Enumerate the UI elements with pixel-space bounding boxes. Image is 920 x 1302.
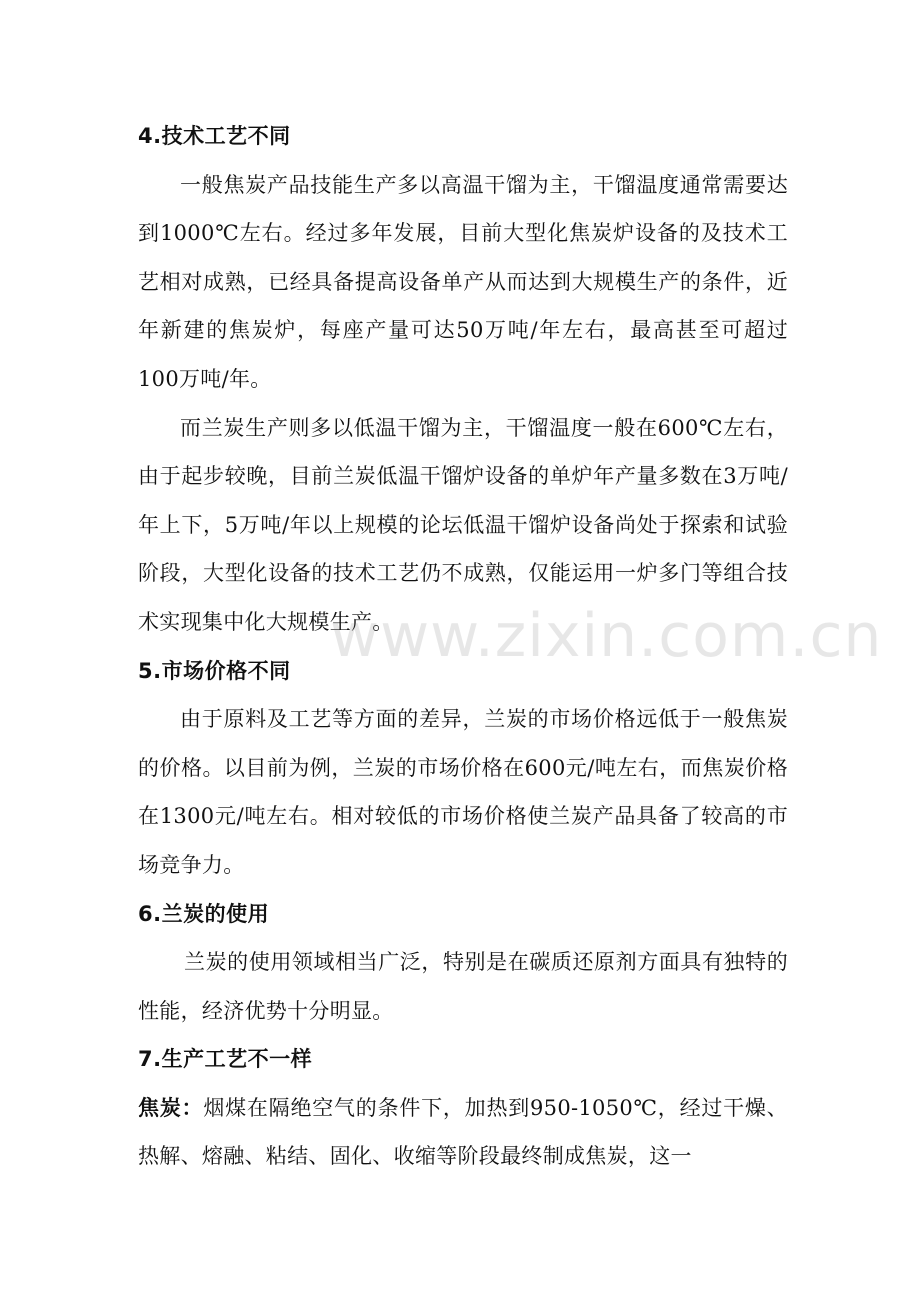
paragraph-coke-production xyxy=(138,1084,788,1181)
coke-lead-text: 烟煤在隔绝空气的条件下，加热到950-1050℃，经过干燥、热解、熔融、粘结、固化、收缩等阶段最终制成焦炭，这一 xyxy=(138,1095,788,1169)
section-heading-4: 4.技术工艺不同 xyxy=(138,124,291,148)
paragraph-semicoke-usage: 兰炭的使用领域相当广泛，特别是在碳质还原剂方面具有独特的性能，经济优势十分明显。 xyxy=(138,950,788,1023)
section-heading-6: 6.兰炭的使用 xyxy=(138,901,270,926)
coke-lead-label: 焦炭： xyxy=(138,1095,204,1120)
paragraph-semicoke-process: 而兰炭生产则多以低温干馏为主，干馏温度一般在600℃左右，由于起步较晚，目前兰炭低温干馏炉设备的单炉年产量多数在3万吨/年上下，5万吨/年以上规模的论坛低温干馏炉设备尚处于探索和试验阶段，大型化设备的技术工艺仍不成熟，仅能运用一炉多门等组合技术实现集中化大规模生产。 xyxy=(138,415,788,634)
paragraph-coke-process: 一般焦炭产品技能生产多以高温干馏为主，干馏温度通常需要达到1000℃左右。经过多年发展，目前大型化焦炭炉设备的及技术工艺相对成熟，已经具备提高设备单产从而达到大规模生产的条件，近年新建的焦炭炉，每座产量可达50万吨/年左右，最高甚至可超过100万吨/年。 xyxy=(138,172,788,391)
document-body xyxy=(138,112,788,1181)
watermark-text: www.zixin.com.cn xyxy=(330,601,883,671)
section-heading-5: 5.市场价格不同 xyxy=(138,658,291,683)
paragraph-market-price: 由于原料及工艺等方面的差异，兰炭的市场价格远低于一般焦炭的价格。以目前为例，兰炭的市场价格在600元/吨左右，而焦炭价格在1300元/吨左右。相对较低的市场价格使兰炭产品具备了较高的市场竞争力。 xyxy=(138,707,788,877)
section-heading-7: 7.生产工艺不一样 xyxy=(138,1047,313,1072)
